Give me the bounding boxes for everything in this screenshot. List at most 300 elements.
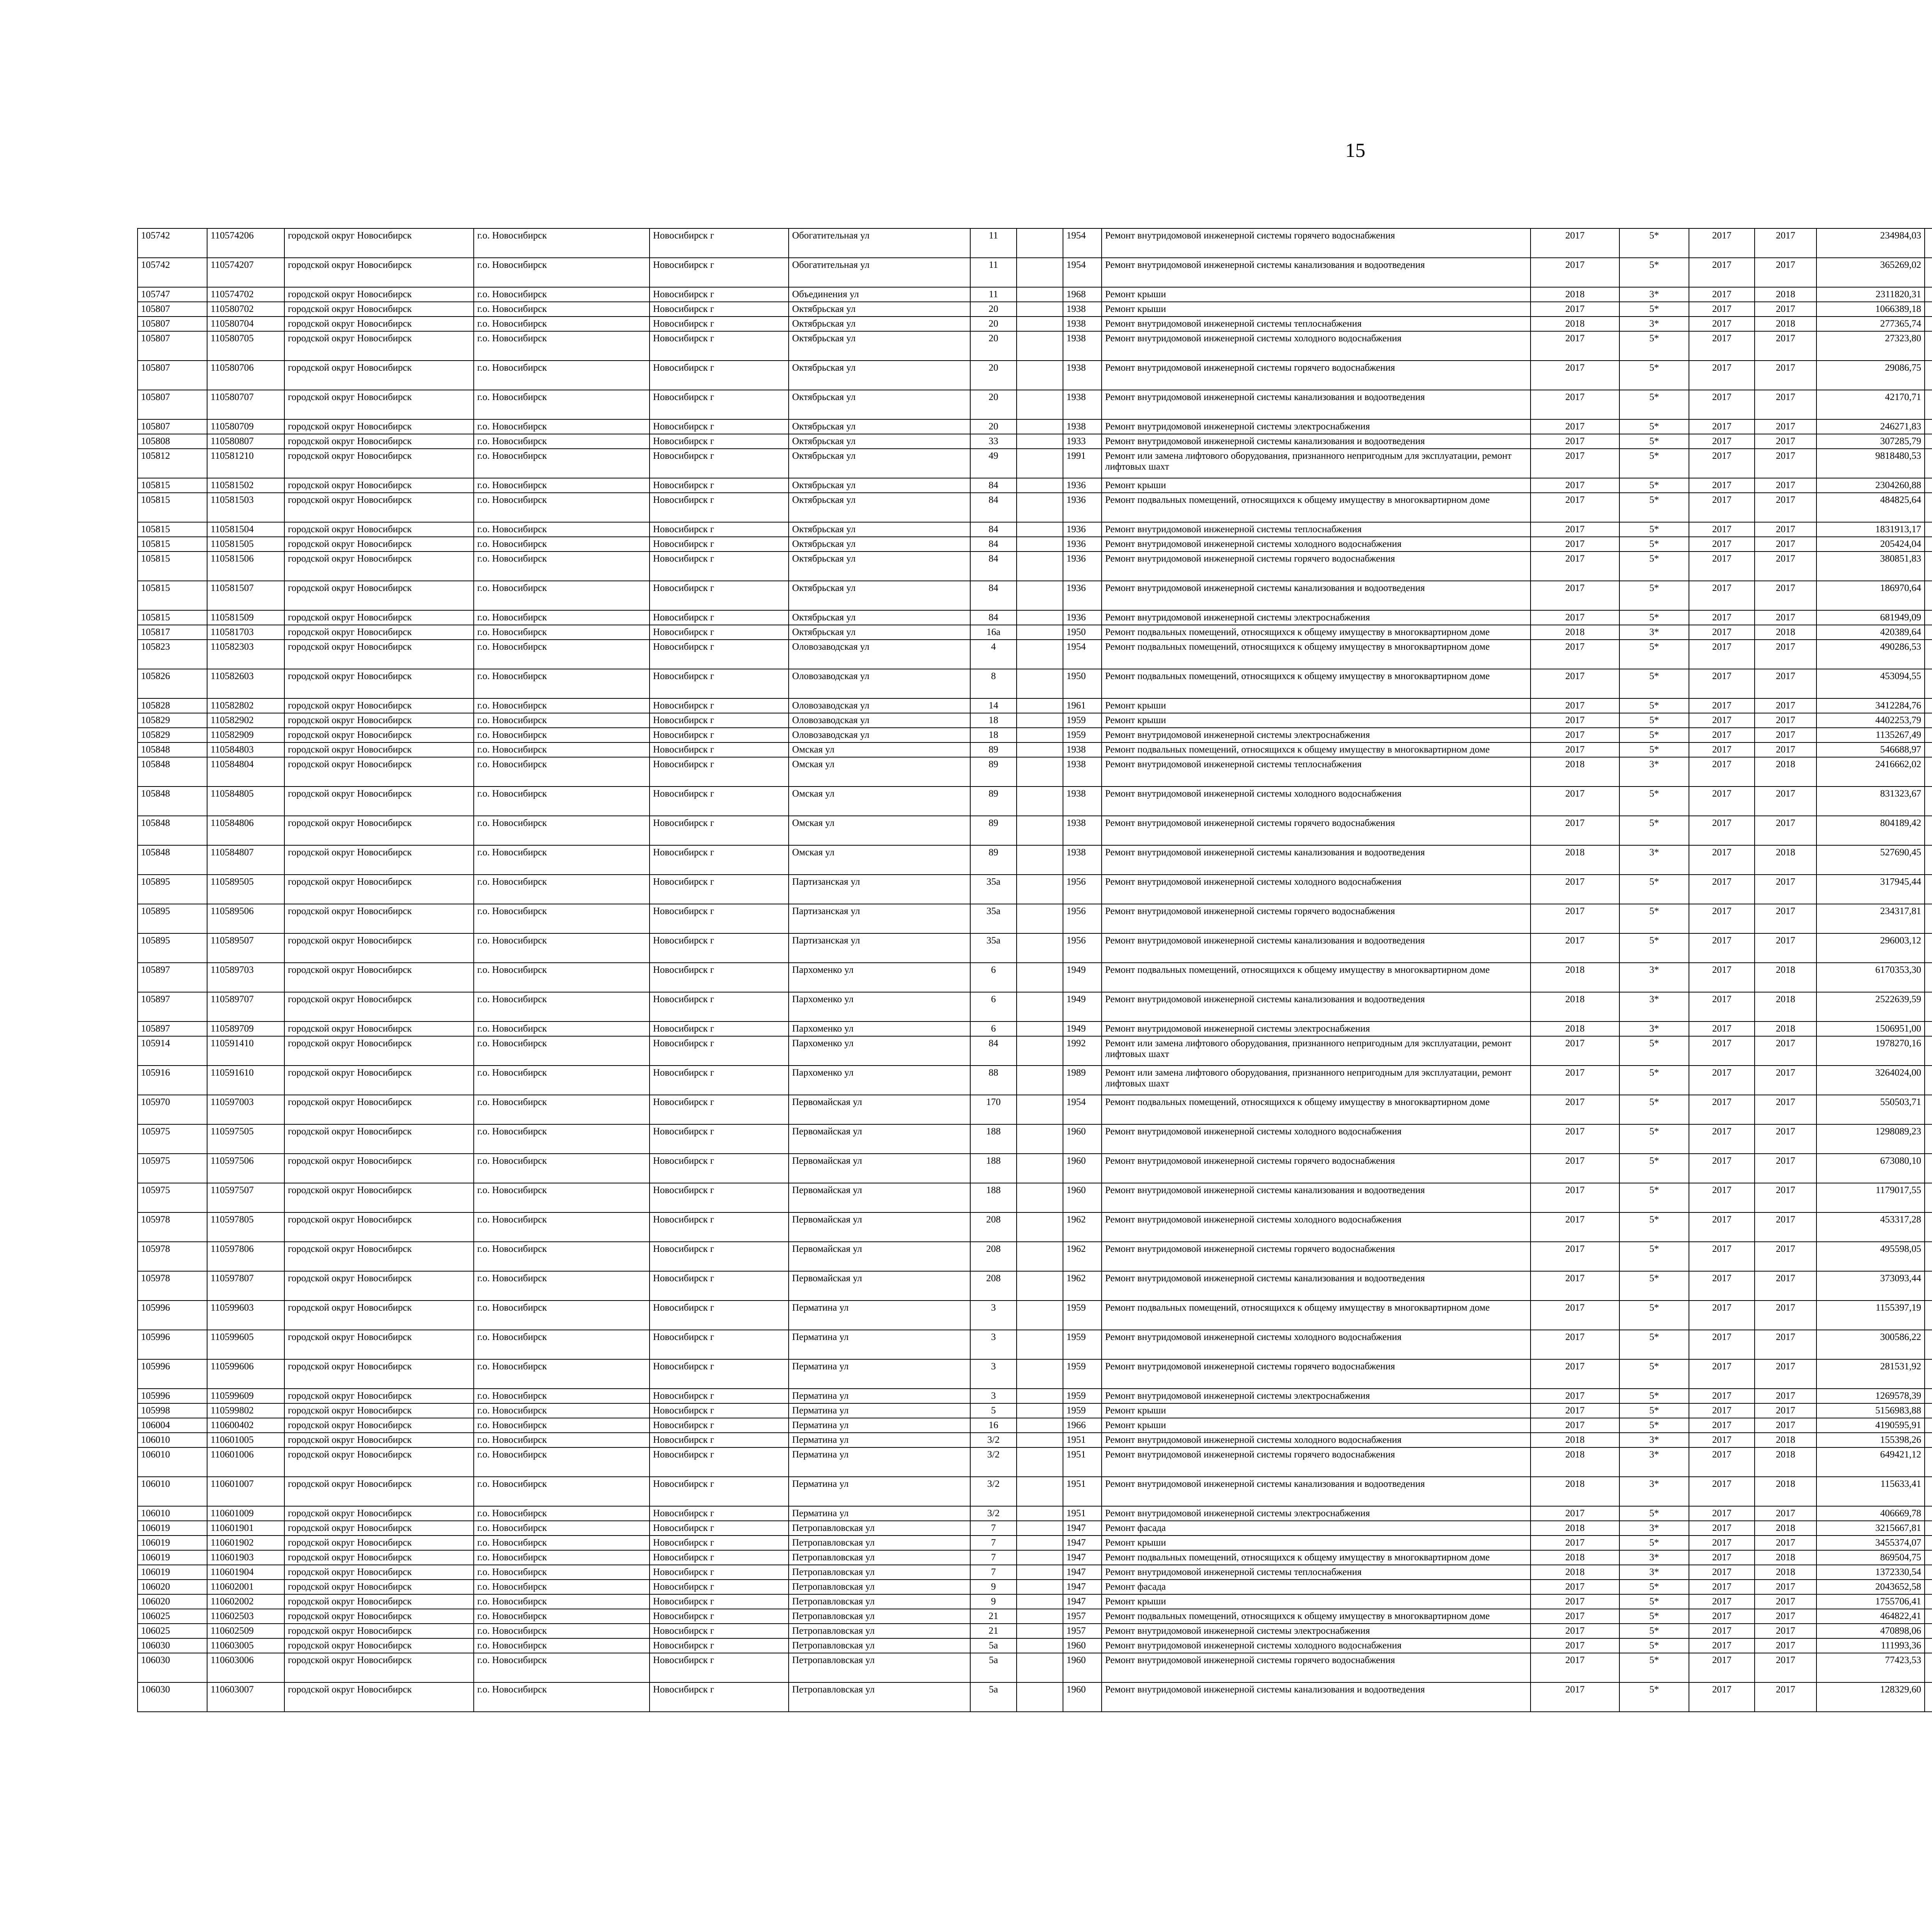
cell-work-id: 110601903: [207, 1550, 284, 1565]
cell-street: Октябрьская ул: [789, 419, 970, 434]
cell-settlement: Новосибирск г: [650, 1565, 789, 1580]
cell-house-id: 106030: [138, 1682, 207, 1712]
cell-work-id: 110581502: [207, 478, 284, 493]
cell-start-year: 2017: [1689, 331, 1755, 361]
cell-plan-year: 2017: [1531, 478, 1619, 493]
cell-house-number: 6: [970, 963, 1017, 992]
cell-category: 5*: [1619, 1095, 1689, 1124]
cell-category: 3*: [1619, 1433, 1689, 1447]
cell-house-id: 105815: [138, 478, 207, 493]
cell-start-year: 2017: [1689, 287, 1755, 302]
cell-settlement: Новосибирск г: [650, 698, 789, 713]
cell-end-year: 2017: [1755, 875, 1816, 904]
cell-building: [1017, 992, 1063, 1021]
cell-category: 5*: [1619, 669, 1689, 698]
cell-category: 3*: [1619, 1565, 1689, 1580]
cell-house-number: 84: [970, 537, 1017, 552]
cell-house-id: 105916: [138, 1066, 207, 1095]
cell-work-type: Ремонт крыши: [1102, 713, 1531, 728]
cell-municipality: городской округ Новосибирск: [284, 1447, 474, 1477]
cell-building: [1017, 1477, 1063, 1506]
cell-city-district: г.о. Новосибирск: [474, 1036, 650, 1066]
cell-building: [1017, 478, 1063, 493]
cell-plan-year: 2017: [1531, 331, 1619, 361]
cell-house-id: 106025: [138, 1609, 207, 1624]
cell-work-id: 110589703: [207, 963, 284, 992]
cell-category: 3*: [1619, 757, 1689, 787]
table-row: [138, 845, 1932, 875]
cell-house-id: 105996: [138, 1301, 207, 1330]
cell-house-id: 105848: [138, 742, 207, 757]
cell-work-type: Ремонт внутридомовой инженерной системы холодного водоснабжения: [1102, 875, 1531, 904]
table-row: [138, 478, 1932, 493]
cell-owners-funds: [1925, 1242, 1932, 1271]
cell-end-year: 2017: [1755, 669, 1816, 698]
cell-municipality: городской округ Новосибирск: [284, 757, 474, 787]
cell-start-year: 2017: [1689, 1580, 1755, 1594]
cell-start-year: 2017: [1689, 1066, 1755, 1095]
cell-street: Омская ул: [789, 845, 970, 875]
cell-settlement: Новосибирск г: [650, 875, 789, 904]
cell-municipality: городской округ Новосибирск: [284, 1565, 474, 1580]
cell-house-number: 3/2: [970, 1506, 1017, 1521]
cell-total-cost: 1978270,16: [1816, 1036, 1925, 1066]
cell-work-id: 110582303: [207, 640, 284, 669]
cell-building: [1017, 713, 1063, 728]
cell-owners-funds: [1925, 228, 1932, 258]
cell-category: 5*: [1619, 1418, 1689, 1433]
cell-house-id: 105808: [138, 434, 207, 449]
cell-work-id: 110601902: [207, 1536, 284, 1550]
cell-street: Перматина ул: [789, 1433, 970, 1447]
cell-work-id: 110603006: [207, 1653, 284, 1682]
table-row: [138, 1565, 1932, 1580]
cell-end-year: 2018: [1755, 1447, 1816, 1477]
cell-owners-funds: [1925, 640, 1932, 669]
cell-settlement: Новосибирск г: [650, 1301, 789, 1330]
table-row: [138, 1330, 1932, 1359]
cell-start-year: 2017: [1689, 787, 1755, 816]
cell-house-id: 105812: [138, 449, 207, 478]
cell-plan-year: 2017: [1531, 1389, 1619, 1403]
cell-street: Петропавловская ул: [789, 1550, 970, 1565]
cell-total-cost: 3215667,81: [1816, 1521, 1925, 1536]
cell-total-cost: 1506951,00: [1816, 1021, 1925, 1036]
cell-total-cost: 27323,80: [1816, 331, 1925, 361]
cell-municipality: городской округ Новосибирск: [284, 258, 474, 287]
cell-street: Петропавловская ул: [789, 1609, 970, 1624]
cell-house-id: 106025: [138, 1624, 207, 1638]
cell-owners-funds: [1925, 1550, 1932, 1565]
cell-build-year: 1938: [1063, 302, 1102, 317]
cell-end-year: 2017: [1755, 787, 1816, 816]
cell-plan-year: 2017: [1531, 1066, 1619, 1095]
cell-plan-year: 2017: [1531, 742, 1619, 757]
cell-municipality: городской округ Новосибирск: [284, 390, 474, 419]
cell-start-year: 2017: [1689, 625, 1755, 640]
cell-street: Омская ул: [789, 787, 970, 816]
cell-plan-year: 2018: [1531, 625, 1619, 640]
cell-build-year: 1938: [1063, 816, 1102, 845]
cell-street: Петропавловская ул: [789, 1594, 970, 1609]
cell-start-year: 2017: [1689, 1682, 1755, 1712]
cell-plan-year: 2017: [1531, 258, 1619, 287]
cell-building: [1017, 933, 1063, 963]
cell-end-year: 2017: [1755, 610, 1816, 625]
cell-work-id: 110589707: [207, 992, 284, 1021]
cell-house-id: 105978: [138, 1212, 207, 1242]
table-row: [138, 1301, 1932, 1330]
cell-end-year: 2017: [1755, 1624, 1816, 1638]
cell-plan-year: 2017: [1531, 581, 1619, 610]
cell-house-number: 7: [970, 1550, 1017, 1565]
cell-house-number: 20: [970, 317, 1017, 331]
register-body: [138, 228, 1932, 1712]
cell-owners-funds: [1925, 478, 1932, 493]
cell-settlement: Новосибирск г: [650, 742, 789, 757]
cell-house-id: 105978: [138, 1242, 207, 1271]
cell-plan-year: 2017: [1531, 713, 1619, 728]
cell-settlement: Новосибирск г: [650, 1271, 789, 1301]
cell-owners-funds: [1925, 728, 1932, 742]
cell-end-year: 2018: [1755, 1521, 1816, 1536]
cell-municipality: городской округ Новосибирск: [284, 287, 474, 302]
cell-city-district: г.о. Новосибирск: [474, 1506, 650, 1521]
cell-end-year: 2018: [1755, 625, 1816, 640]
cell-settlement: Новосибирск г: [650, 1536, 789, 1550]
cell-category: 5*: [1619, 742, 1689, 757]
cell-settlement: Новосибирск г: [650, 757, 789, 787]
cell-plan-year: 2018: [1531, 757, 1619, 787]
table-row: [138, 1359, 1932, 1389]
cell-street: Октябрьская ул: [789, 434, 970, 449]
cell-end-year: 2018: [1755, 992, 1816, 1021]
cell-owners-funds: [1925, 698, 1932, 713]
cell-work-id: 110581506: [207, 552, 284, 581]
cell-owners-funds: [1925, 625, 1932, 640]
cell-house-number: 35а: [970, 933, 1017, 963]
cell-work-id: 110600402: [207, 1418, 284, 1433]
cell-city-district: г.о. Новосибирск: [474, 816, 650, 845]
cell-municipality: городской округ Новосибирск: [284, 419, 474, 434]
cell-building: [1017, 1682, 1063, 1712]
cell-work-id: 110574702: [207, 287, 284, 302]
cell-start-year: 2017: [1689, 493, 1755, 522]
cell-settlement: Новосибирск г: [650, 1594, 789, 1609]
cell-work-type: Ремонт подвальных помещений, относящихся к общему имуществу в многоквартирном доме: [1102, 669, 1531, 698]
cell-house-id: 106020: [138, 1594, 207, 1609]
cell-category: 5*: [1619, 787, 1689, 816]
cell-work-type: Ремонт внутридомовой инженерной системы канализования и водоотведения: [1102, 1477, 1531, 1506]
cell-plan-year: 2017: [1531, 449, 1619, 478]
cell-street: Октябрьская ул: [789, 331, 970, 361]
cell-municipality: городской округ Новосибирск: [284, 537, 474, 552]
cell-street: Первомайская ул: [789, 1095, 970, 1124]
cell-street: Перматина ул: [789, 1418, 970, 1433]
cell-work-type: Ремонт внутридомовой инженерной системы холодного водоснабжения: [1102, 1212, 1531, 1242]
cell-house-id: 105742: [138, 258, 207, 287]
cell-owners-funds: [1925, 1653, 1932, 1682]
cell-start-year: 2017: [1689, 1418, 1755, 1433]
cell-plan-year: 2017: [1531, 787, 1619, 816]
cell-end-year: 2017: [1755, 698, 1816, 713]
cell-end-year: 2017: [1755, 581, 1816, 610]
cell-municipality: городской округ Новосибирск: [284, 1359, 474, 1389]
cell-building: [1017, 581, 1063, 610]
cell-work-id: 110602001: [207, 1580, 284, 1594]
cell-end-year: 2018: [1755, 1550, 1816, 1565]
cell-work-type: Ремонт подвальных помещений, относящихся к общему имуществу в многоквартирном доме: [1102, 1095, 1531, 1124]
cell-build-year: 1954: [1063, 258, 1102, 287]
cell-street: Оловозаводская ул: [789, 669, 970, 698]
cell-street: Оловозаводская ул: [789, 698, 970, 713]
cell-municipality: городской округ Новосибирск: [284, 302, 474, 317]
cell-city-district: г.о. Новосибирск: [474, 1536, 650, 1550]
cell-municipality: городской округ Новосибирск: [284, 1271, 474, 1301]
cell-owners-funds: [1925, 1580, 1932, 1594]
cell-work-id: 110584803: [207, 742, 284, 757]
cell-city-district: г.о. Новосибирск: [474, 875, 650, 904]
cell-category: 5*: [1619, 1124, 1689, 1154]
cell-street: Перматина ул: [789, 1301, 970, 1330]
cell-owners-funds: [1925, 1403, 1932, 1418]
cell-house-number: 89: [970, 757, 1017, 787]
cell-build-year: 1957: [1063, 1609, 1102, 1624]
cell-settlement: Новосибирск г: [650, 1095, 789, 1124]
cell-work-type: Ремонт внутридомовой инженерной системы канализования и водоотведения: [1102, 390, 1531, 419]
cell-build-year: 1936: [1063, 522, 1102, 537]
cell-build-year: 1959: [1063, 1330, 1102, 1359]
cell-category: 5*: [1619, 610, 1689, 625]
cell-building: [1017, 1330, 1063, 1359]
cell-start-year: 2017: [1689, 1506, 1755, 1521]
cell-house-number: 84: [970, 610, 1017, 625]
cell-end-year: 2017: [1755, 1330, 1816, 1359]
table-row: [138, 1389, 1932, 1403]
cell-house-id: 105817: [138, 625, 207, 640]
cell-settlement: Новосибирск г: [650, 1066, 789, 1095]
cell-build-year: 1947: [1063, 1550, 1102, 1565]
cell-house-number: 4: [970, 640, 1017, 669]
cell-category: 5*: [1619, 537, 1689, 552]
cell-building: [1017, 1021, 1063, 1036]
cell-work-id: 110580706: [207, 361, 284, 390]
cell-plan-year: 2018: [1531, 1550, 1619, 1565]
cell-street: Первомайская ул: [789, 1242, 970, 1271]
cell-owners-funds: [1925, 1183, 1932, 1212]
cell-street: Пархоменко ул: [789, 1036, 970, 1066]
cell-start-year: 2017: [1689, 552, 1755, 581]
cell-category: 5*: [1619, 1301, 1689, 1330]
cell-build-year: 1959: [1063, 1389, 1102, 1403]
cell-build-year: 1956: [1063, 875, 1102, 904]
cell-house-id: 105815: [138, 610, 207, 625]
cell-category: 5*: [1619, 816, 1689, 845]
cell-build-year: 1962: [1063, 1242, 1102, 1271]
cell-municipality: городской округ Новосибирск: [284, 698, 474, 713]
cell-building: [1017, 845, 1063, 875]
table-row: [138, 1682, 1932, 1712]
cell-municipality: городской округ Новосибирск: [284, 228, 474, 258]
table-row: [138, 434, 1932, 449]
cell-plan-year: 2017: [1531, 1330, 1619, 1359]
cell-municipality: городской округ Новосибирск: [284, 1021, 474, 1036]
cell-category: 5*: [1619, 904, 1689, 933]
cell-build-year: 1959: [1063, 1403, 1102, 1418]
cell-building: [1017, 1389, 1063, 1403]
cell-owners-funds: [1925, 1418, 1932, 1433]
cell-work-type: Ремонт подвальных помещений, относящихся к общему имуществу в многоквартирном доме: [1102, 1609, 1531, 1624]
cell-house-id: 105829: [138, 713, 207, 728]
table-row: [138, 1271, 1932, 1301]
cell-building: [1017, 1418, 1063, 1433]
cell-city-district: г.о. Новосибирск: [474, 258, 650, 287]
cell-category: 5*: [1619, 640, 1689, 669]
cell-street: Партизанская ул: [789, 875, 970, 904]
cell-settlement: Новосибирск г: [650, 419, 789, 434]
cell-street: Первомайская ул: [789, 1154, 970, 1183]
cell-start-year: 2017: [1689, 1212, 1755, 1242]
cell-end-year: 2017: [1755, 1653, 1816, 1682]
cell-start-year: 2017: [1689, 258, 1755, 287]
cell-end-year: 2017: [1755, 1271, 1816, 1301]
cell-owners-funds: [1925, 1271, 1932, 1301]
cell-settlement: Новосибирск г: [650, 537, 789, 552]
cell-plan-year: 2017: [1531, 1682, 1619, 1712]
cell-category: 5*: [1619, 302, 1689, 317]
cell-total-cost: 681949,09: [1816, 610, 1925, 625]
cell-end-year: 2017: [1755, 713, 1816, 728]
cell-settlement: Новосибирск г: [650, 640, 789, 669]
cell-end-year: 2018: [1755, 963, 1816, 992]
cell-municipality: городской округ Новосибирск: [284, 1550, 474, 1565]
cell-total-cost: 234984,03: [1816, 228, 1925, 258]
cell-house-id: 106010: [138, 1506, 207, 1521]
cell-owners-funds: [1925, 816, 1932, 845]
cell-street: Перматина ул: [789, 1477, 970, 1506]
cell-plan-year: 2018: [1531, 992, 1619, 1021]
cell-settlement: Новосибирск г: [650, 1447, 789, 1477]
cell-end-year: 2017: [1755, 258, 1816, 287]
cell-municipality: городской округ Новосибирск: [284, 787, 474, 816]
cell-house-id: 106010: [138, 1433, 207, 1447]
cell-house-number: 20: [970, 390, 1017, 419]
cell-plan-year: 2017: [1531, 228, 1619, 258]
cell-city-district: г.о. Новосибирск: [474, 1066, 650, 1095]
cell-work-type: Ремонт внутридомовой инженерной системы горячего водоснабжения: [1102, 1359, 1531, 1389]
cell-build-year: 1936: [1063, 493, 1102, 522]
cell-house-id: 106004: [138, 1418, 207, 1433]
cell-street: Перматина ул: [789, 1403, 970, 1418]
cell-municipality: городской округ Новосибирск: [284, 331, 474, 361]
cell-building: [1017, 787, 1063, 816]
cell-end-year: 2017: [1755, 1682, 1816, 1712]
cell-owners-funds: [1925, 1124, 1932, 1154]
cell-category: 5*: [1619, 1330, 1689, 1359]
cell-work-id: 110589506: [207, 904, 284, 933]
cell-start-year: 2017: [1689, 713, 1755, 728]
cell-municipality: городской округ Новосибирск: [284, 1036, 474, 1066]
cell-work-id: 110582603: [207, 669, 284, 698]
cell-total-cost: 2522639,59: [1816, 992, 1925, 1021]
cell-building: [1017, 390, 1063, 419]
cell-total-cost: 205424,04: [1816, 537, 1925, 552]
table-row: [138, 816, 1932, 845]
cell-city-district: г.о. Новосибирск: [474, 992, 650, 1021]
cell-street: Партизанская ул: [789, 933, 970, 963]
cell-building: [1017, 302, 1063, 317]
cell-house-id: 106019: [138, 1550, 207, 1565]
cell-house-number: 33: [970, 434, 1017, 449]
cell-end-year: 2017: [1755, 449, 1816, 478]
cell-municipality: городской округ Новосибирск: [284, 875, 474, 904]
cell-start-year: 2017: [1689, 904, 1755, 933]
cell-work-id: 110574207: [207, 258, 284, 287]
cell-city-district: г.о. Новосибирск: [474, 1418, 650, 1433]
table-row: [138, 1183, 1932, 1212]
cell-start-year: 2017: [1689, 1477, 1755, 1506]
cell-street: Октябрьская ул: [789, 581, 970, 610]
cell-street: Октябрьская ул: [789, 493, 970, 522]
cell-city-district: г.о. Новосибирск: [474, 1021, 650, 1036]
cell-building: [1017, 317, 1063, 331]
cell-build-year: 1959: [1063, 713, 1102, 728]
table-row: [138, 287, 1932, 302]
cell-end-year: 2018: [1755, 1477, 1816, 1506]
cell-municipality: городской округ Новосибирск: [284, 1403, 474, 1418]
cell-total-cost: 1298089,23: [1816, 1124, 1925, 1154]
table-row: [138, 493, 1932, 522]
cell-build-year: 1938: [1063, 419, 1102, 434]
cell-settlement: Новосибирск г: [650, 493, 789, 522]
cell-work-type: Ремонт или замена лифтового оборудования, признанного непригодным для эксплуатации, ремонт лифтовых шахт: [1102, 449, 1531, 478]
cell-category: 5*: [1619, 1403, 1689, 1418]
cell-work-id: 110574206: [207, 228, 284, 258]
cell-category: 5*: [1619, 1389, 1689, 1403]
cell-end-year: 2017: [1755, 419, 1816, 434]
cell-start-year: 2017: [1689, 434, 1755, 449]
cell-end-year: 2017: [1755, 522, 1816, 537]
cell-city-district: г.о. Новосибирск: [474, 1638, 650, 1653]
cell-work-type: Ремонт крыши: [1102, 287, 1531, 302]
cell-total-cost: 300586,22: [1816, 1330, 1925, 1359]
cell-house-number: 3: [970, 1330, 1017, 1359]
cell-owners-funds: [1925, 1433, 1932, 1447]
table-row: [138, 933, 1932, 963]
cell-city-district: г.о. Новосибирск: [474, 331, 650, 361]
cell-build-year: 1936: [1063, 581, 1102, 610]
cell-street: Октябрьская ул: [789, 478, 970, 493]
cell-city-district: г.о. Новосибирск: [474, 1330, 650, 1359]
cell-end-year: 2017: [1755, 1301, 1816, 1330]
cell-owners-funds: [1925, 992, 1932, 1021]
cell-end-year: 2017: [1755, 728, 1816, 742]
cell-work-id: 110599603: [207, 1301, 284, 1330]
cell-house-number: 20: [970, 302, 1017, 317]
page-number: 15: [1345, 140, 1366, 162]
cell-start-year: 2017: [1689, 1036, 1755, 1066]
cell-house-id: 106019: [138, 1565, 207, 1580]
cell-house-number: 49: [970, 449, 1017, 478]
cell-plan-year: 2018: [1531, 317, 1619, 331]
cell-plan-year: 2017: [1531, 419, 1619, 434]
cell-street: Обогатительная ул: [789, 258, 970, 287]
cell-work-type: Ремонт или замена лифтового оборудования, признанного непригодным для эксплуатации, ремонт лифтовых шахт: [1102, 1036, 1531, 1066]
cell-work-id: 110603005: [207, 1638, 284, 1653]
cell-house-number: 208: [970, 1271, 1017, 1301]
cell-end-year: 2017: [1755, 478, 1816, 493]
cell-work-type: Ремонт подвальных помещений, относящихся к общему имуществу в многоквартирном доме: [1102, 963, 1531, 992]
